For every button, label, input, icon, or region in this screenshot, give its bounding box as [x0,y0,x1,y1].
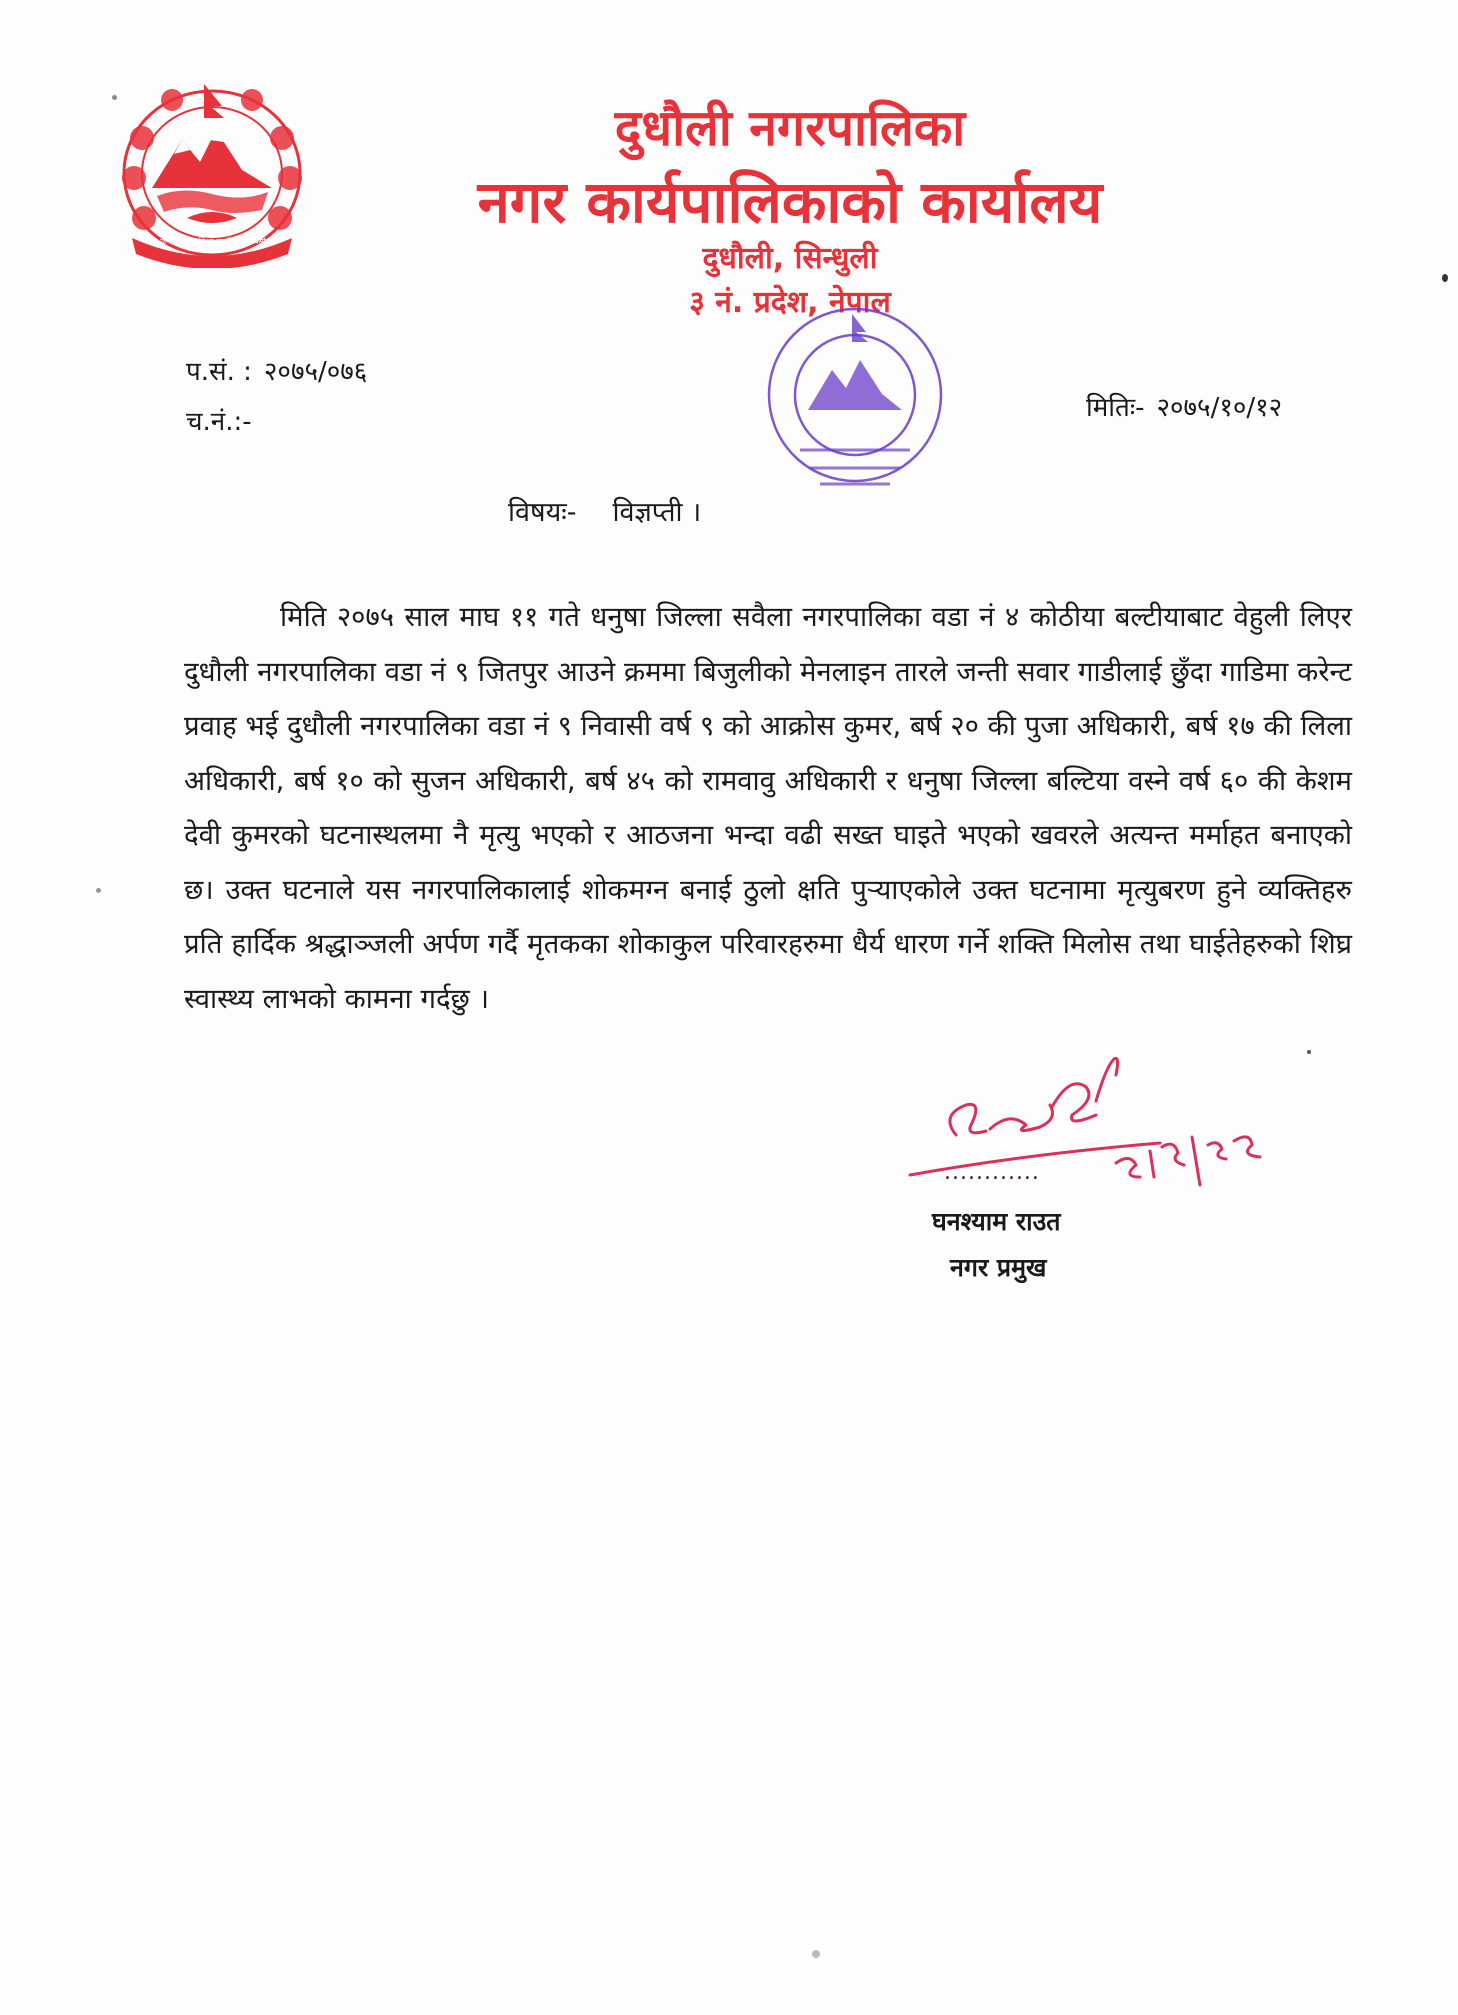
scan-speck [112,95,117,100]
patra-sankhya-value: २०७५/०७६ [263,357,368,387]
municipality-name: दुधौली नगरपालिका [614,99,966,157]
office-location: दुधौली, सिन्धुली [702,241,878,276]
scan-speck [1442,274,1448,282]
subject-label: विषयः- [508,497,577,528]
office-name: नगर कार्यपालिकाको कार्यालय [477,168,1103,236]
letter-date-label: मितिः- [1086,393,1145,423]
emblem-motto: जननी जन्मभूमिश्च स्वर्गादपि गरीयसी [160,237,266,246]
scan-speck [96,888,101,893]
patra-sankhya [186,352,367,388]
signatory-name: घनश्याम राउत [932,1207,1061,1236]
letter-date-value: २०७५/१०/१२ [1156,393,1283,423]
letter-body: मिति २०७५ साल माघ ११ गते धनुषा जिल्ला सवैला नगरपालिका वडा नं ४ कोठीया बल्टीयाबाट वेहुली लिएर दुधौली नगरपालिका वडा नं ९ जितपुर आउने क्रममा बिजुलीको मेनलाइन तारले जन्ती सवार गाडीलाई छुँदा गाडिमा करेन्ट प्रवाह भई दुधौली नगरपालिका वडा नं ९ निवासी वर्ष ९ को आक्रोस कुमर, बर्ष २० की पुजा अधिकारी, बर्ष १७ की लिला अधिकारी, बर्ष १० को सुजन अधिकारी, बर्ष ४५ को रामवावु अधिकारी र धनुषा जिल्ला बल्टिया वस्ने वर्ष ६० की केशम देवी कुमरको घटनास्थलमा नै मृत्यु भएको र आठजना भन्दा वढी सख्त घाइते भएको खवरले अत्यन्त मर्माहत बनाएको छ। उक्त घटनाले यस नगरपालिकालाई शोकमग्न बनाई ठुलो क्षति पुऱ्याएकोले उक्त घटनामा मृत्युबरण हुने व्यक्तिहरु प्रति हार्दिक श्रद्धाञ्जली अर्पण गर्दै मृतकका शोकाकुल परिवारहरुमा धैर्य धारण गर्ने शक्ति मिलोस तथा घाईतेहरुको शिघ्र स्वास्थ्य लाभको कामना गर्दछु । [184,601,1352,1015]
scan-speck [812,1950,820,1958]
chalani-number-label: च.नं.:- [186,407,252,437]
office-round-stamp-icon [760,300,950,500]
scan-speck [1307,1050,1311,1054]
signature-line: ............ [944,1160,1040,1185]
letter-date [1086,388,1282,424]
chalani-number [186,402,252,438]
office-province: ३ नं. प्रदेश, नेपाल [689,285,891,320]
letter-subject [508,492,701,529]
patra-sankhya-label: प.सं. : [186,357,252,387]
subject-value: विज्ञप्ती । [612,497,702,528]
signatory-title: नगर प्रमुख [950,1253,1047,1282]
